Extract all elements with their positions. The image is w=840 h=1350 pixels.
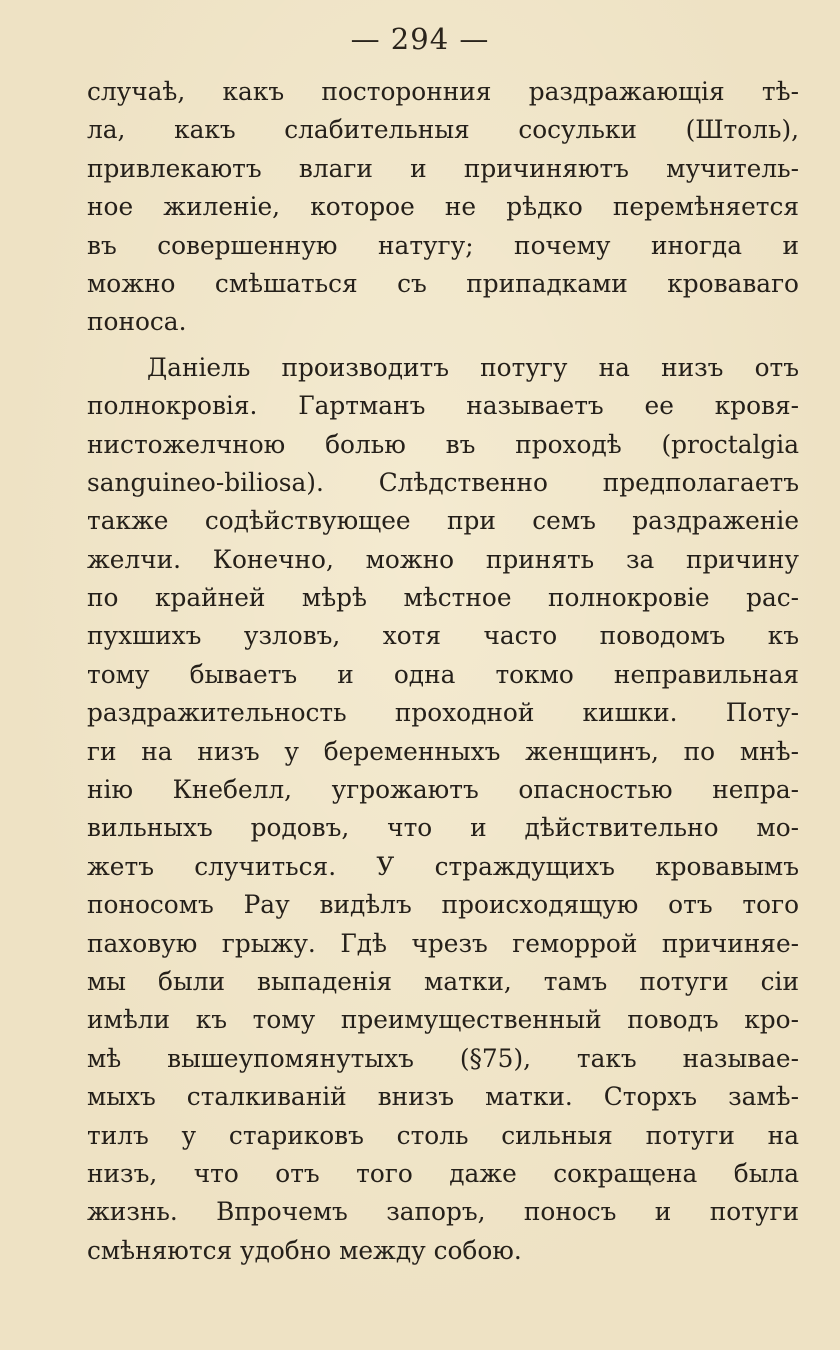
text-line: по крайней мѣрѣ мѣстное полнокровіе рас-: [87, 583, 799, 613]
text-line: ное жиленіе, которое не рѣдко перемѣняется: [87, 192, 799, 222]
text-line: ла, какъ слабительныя сосульки (Штоль),: [87, 115, 799, 145]
text-line: пухшихъ узловъ, хотя часто поводомъ къ: [87, 621, 799, 651]
text-line: жизнь. Впрочемъ запоръ, поносъ и потуги: [87, 1197, 799, 1227]
body-text: [87, 73, 799, 1270]
text-line: полнокровія. Гартманъ называетъ ее кровя-: [87, 391, 799, 421]
text-line: желчи. Конечно, можно принять за причину: [87, 544, 799, 574]
text-line: Даніель производитъ потугу на низъ отъ: [147, 352, 799, 382]
text-line: sanguineo-biliosa). Слѣдственно предполагаетъ: [87, 467, 799, 497]
text-line: мѣ вышеупомянутыхъ (§75), такъ называе-: [87, 1043, 799, 1073]
text-line: ги на низъ у беременныхъ женщинъ, по мнѣ-: [87, 736, 799, 766]
text-line: также содѣйствующее при семъ раздраженіе: [87, 506, 799, 536]
text-line: вильныхъ родовъ, что и дѣйствительно мо-: [87, 813, 799, 843]
text-line: паховую грыжу. Гдѣ чрезъ геморрой причиняе-: [87, 928, 799, 958]
text-line: тилъ у стариковъ столь сильныя потуги на: [87, 1120, 799, 1150]
text-line: въ совершенную натугу; почему иногда и: [87, 230, 799, 260]
text-line: привлекаютъ влаги и причиняютъ мучитель-: [87, 153, 799, 183]
text-line: раздражительность проходной кишки. Поту-: [87, 698, 799, 728]
text-line: нію Кнебелл, угрожаютъ опасностью непра-: [87, 775, 799, 805]
text-line: жетъ случиться. У страждущихъ кровавымъ: [87, 851, 799, 881]
paragraph-gap: [87, 342, 799, 349]
text-line: поноса.: [87, 307, 187, 337]
text-line: случаѣ, какъ посторонния раздражающія тѣ-: [87, 77, 799, 106]
text-line: тому бываетъ и одна токмо неправильная: [87, 659, 799, 689]
text-line: поносомъ Рау видѣлъ происходящую отъ того: [87, 890, 799, 920]
text-line: можно смѣшаться съ припадками кроваваго: [87, 268, 799, 298]
text-line: низъ, что отъ того даже сокращена была: [87, 1158, 799, 1188]
text-line: мы были выпаденія матки, тамъ потуги сіи: [87, 966, 799, 996]
page-number: — 294 —: [350, 22, 490, 56]
text-line: мыхъ сталкиваній внизъ матки. Сторхъ замѣ-: [87, 1082, 799, 1112]
text-line: имѣли къ тому преимущественный поводъ кро-: [87, 1005, 799, 1035]
text-line: смѣняются удобно между собою.: [87, 1235, 522, 1265]
text-line: нистожелчною болью въ проходѣ (proctalgia: [87, 429, 799, 459]
